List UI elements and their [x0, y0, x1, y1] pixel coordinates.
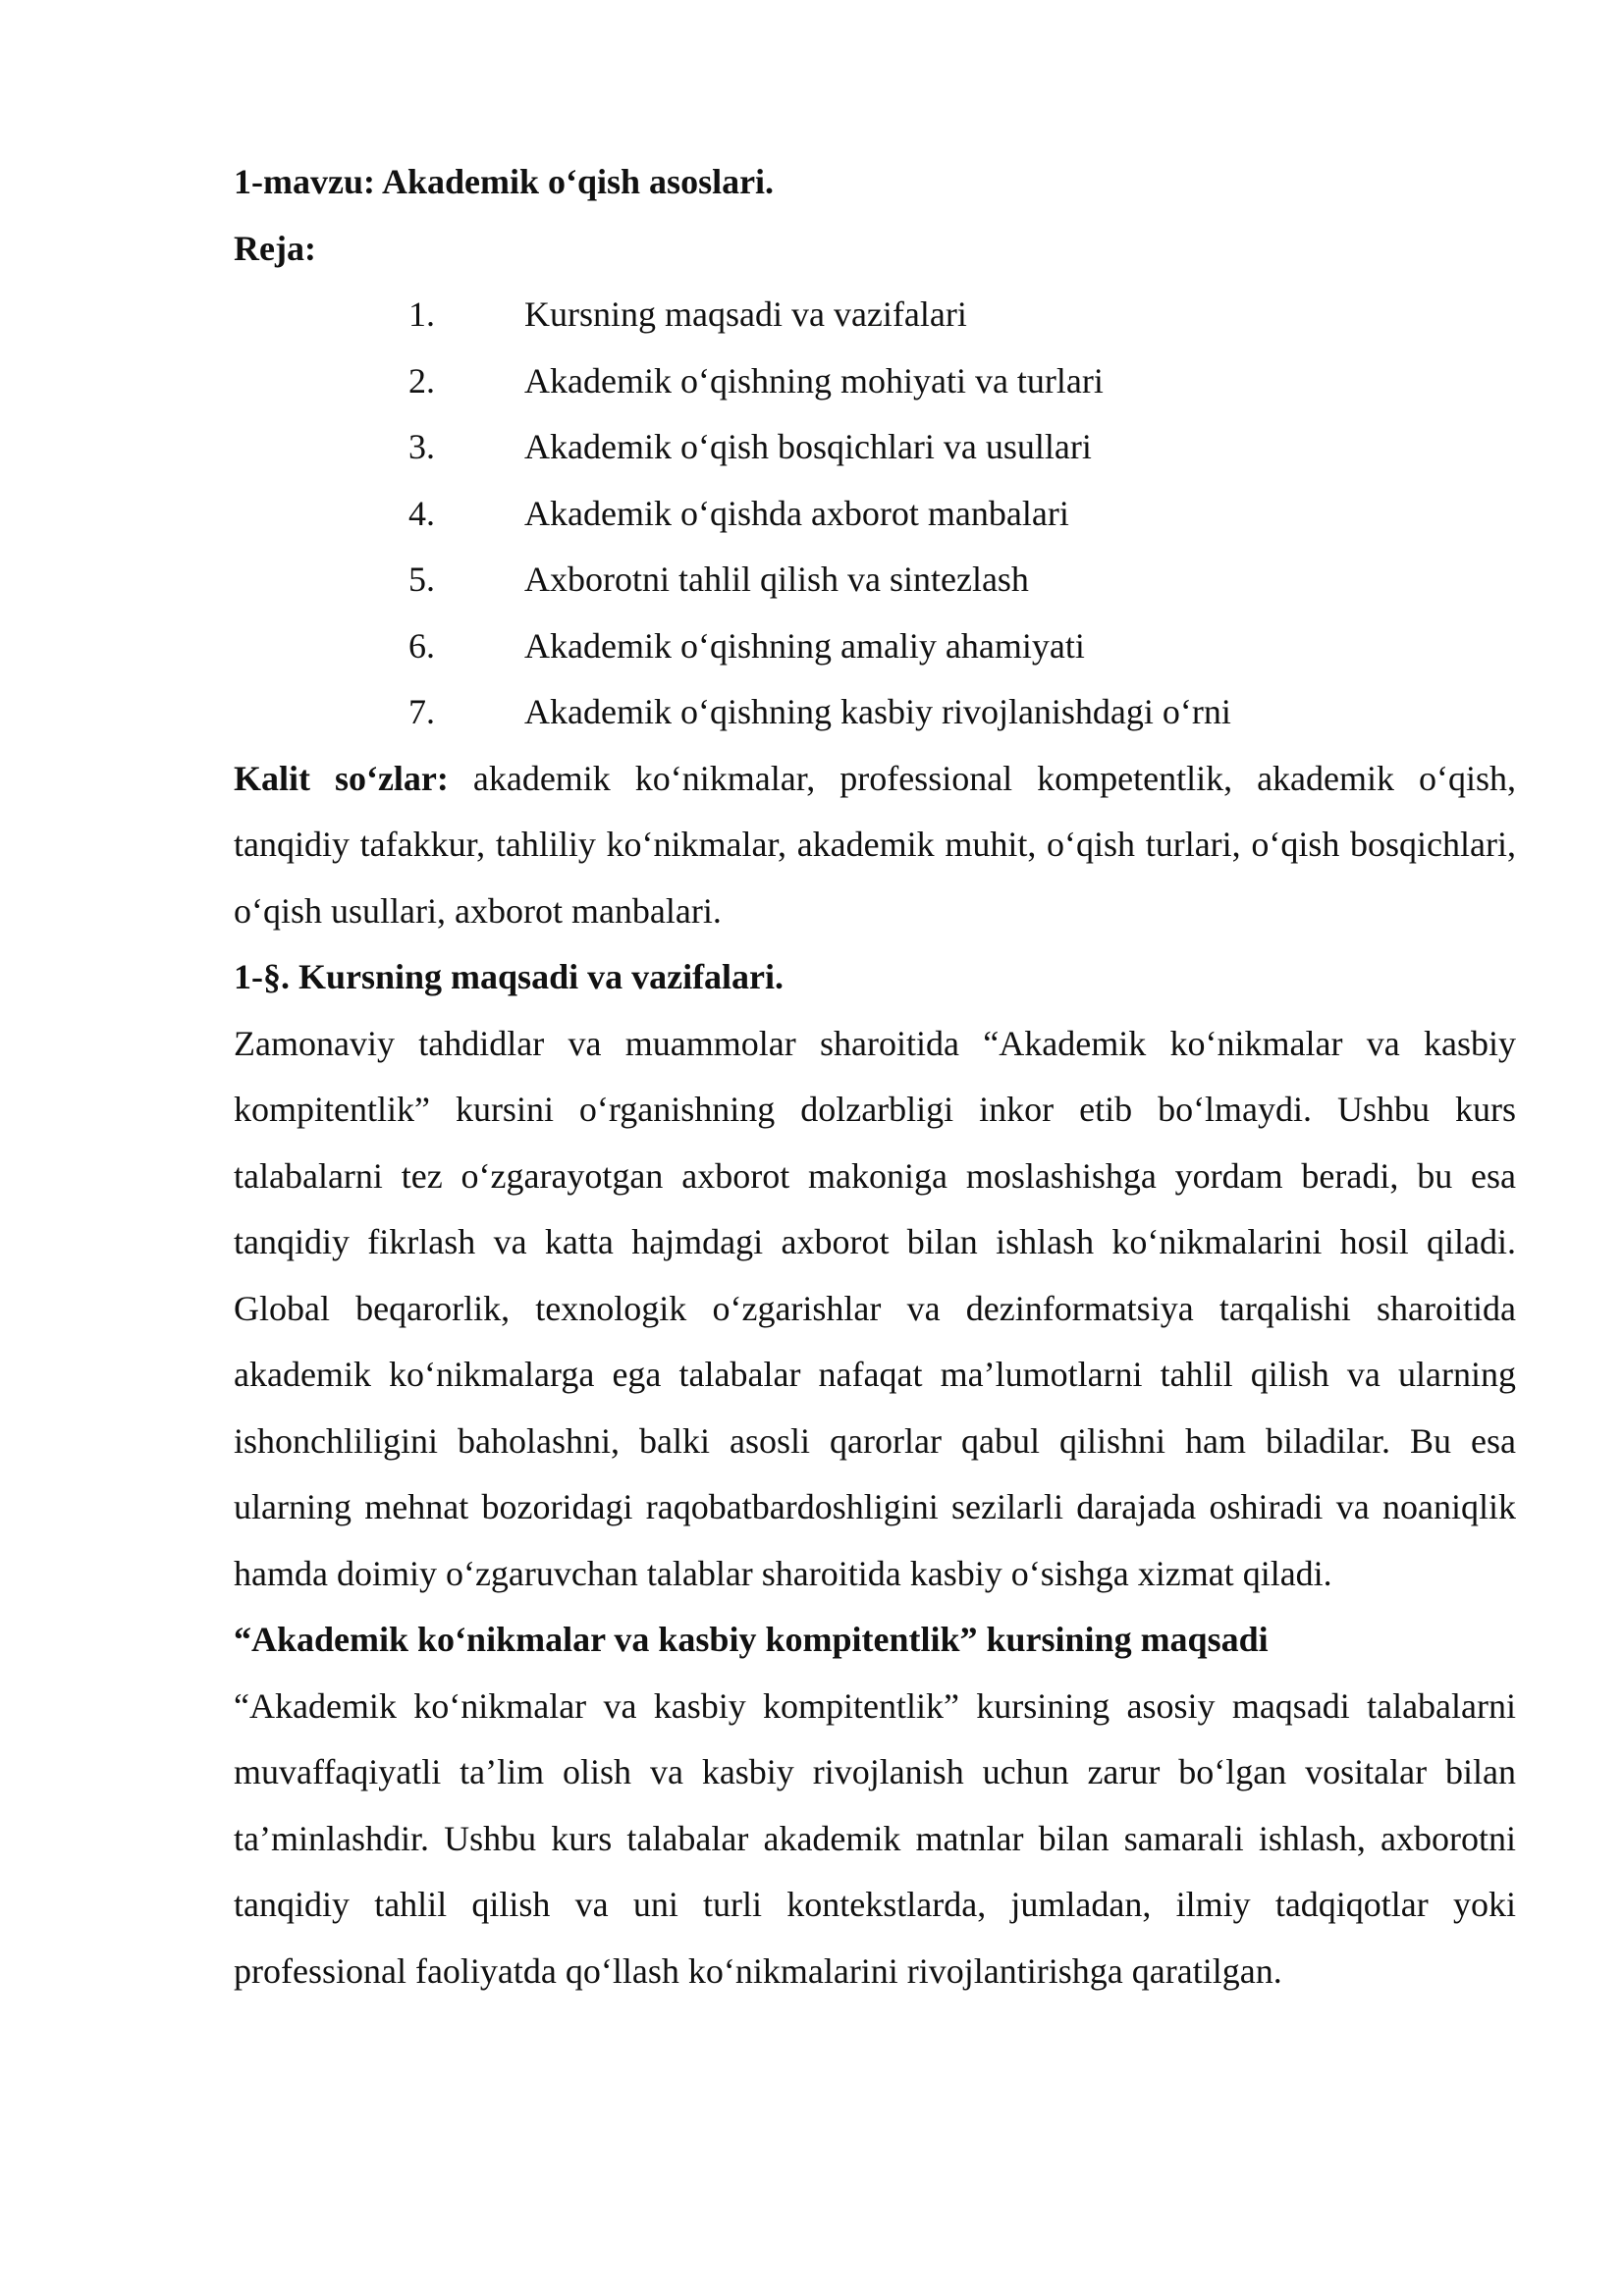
plan-item-number: 1.	[408, 294, 435, 334]
section1-paragraph: Zamonaviy tahdidlar va muammolar sharoitida “Akademik ko‘nikmalar va kasbiy kompitentlik” kursini o‘rganishning dolzarbligi inkor etib bo‘lmaydi. Ushbu kurs talabalarni tez o‘zgarayotgan axborot makoniga moslashishga yordam beradi, bu esa tanqidiy fikrlash va katta hajmdagi axborot bilan ishlash ko‘nikmalarini hosil qiladi. Global beqarorlik, texnologik o‘zgarishlar va dezinformatsiya tarqalishi sharoitida akademik ko‘nikmalarga ega talabalar nafaqat ma’lumotlarni tahlil qilish va ularning ishonchliligini baholashni, balki asosli qarorlar qabul qilishni ham biladilar. Bu esa ularning mehnat bozoridagi raqobatbardoshligini sezilarli darajada oshiradi va noaniqlik hamda doimiy o‘zgaruvchan talablar sharoitida kasbiy o‘sishga xizmat qiladi.	[234, 1023, 1516, 1593]
plan-item	[234, 282, 1516, 348]
plan-item-text: Axborotni tahlil qilish va sintezlash	[524, 560, 1029, 599]
plan-item	[234, 547, 1516, 614]
plan-item-number: 2.	[408, 360, 435, 400]
keywords-paragraph	[234, 746, 1516, 945]
plan-item	[234, 481, 1516, 548]
plan-item-text: Akademik o‘qishning amaliy ahamiyati	[524, 625, 1085, 666]
keywords-text: akademik ko‘nikmalar, professional kompetentlik, akademik o‘qish, tanqidiy tafakkur, tahliliy ko‘nikmalar, akademik muhit, o‘qish turlari, o‘qish bosqichlari, o‘qish usullari, axborot manbalari.	[234, 758, 1516, 931]
plan-item-text: Akademik o‘qishda axborot manbalari	[524, 493, 1069, 533]
section2-paragraph: “Akademik ko‘nikmalar va kasbiy kompitentlik” kursining asosiy maqsadi talabalarni muvaffaqiyatli ta’lim olish va kasbiy rivojlanish uchun zarur bo‘lgan vositalar bilan ta’minlashdir. Ushbu kurs talabalar akademik matnlar bilan samarali ishlash, axborotni tanqidiy tahlil qilish va uni turli kontekstlarda, jumladan, ilmiy tadqiqotlar yoki professional faoliyatda qo‘llash ko‘nikmalarini rivojlantirishga qaratilgan.	[234, 1685, 1516, 1991]
section1-heading: 1-§. Kursning maqsadi va vazifalari.	[234, 957, 785, 996]
plan-item-number: 6.	[408, 625, 435, 666]
plan-item-text: Akademik o‘qishning kasbiy rivojlanishdagi o‘rni	[524, 692, 1231, 731]
page-title: 1-mavzu: Akademik o‘qish asoslari.	[234, 162, 775, 201]
plan-item-text: Akademik o‘qishning mohiyati va turlari	[524, 360, 1104, 400]
keywords-label: Kalit so‘zlar:	[234, 758, 449, 798]
section2-heading: “Akademik ko‘nikmalar va kasbiy kompitentlik” kursining maqsadi	[234, 1620, 1269, 1659]
plan-item-number: 7.	[408, 692, 435, 731]
plan-item-text: Akademik o‘qish bosqichlari va usullari	[524, 427, 1092, 466]
plan-item-number: 4.	[408, 493, 435, 533]
plan-item	[234, 614, 1516, 680]
plan-item-number: 5.	[408, 560, 435, 599]
plan-item-text: Kursning maqsadi va vazifalari	[524, 294, 967, 334]
document-page	[234, 149, 1516, 2004]
plan-item	[234, 348, 1516, 415]
plan-heading: Reja:	[234, 228, 316, 268]
plan-item	[234, 679, 1516, 746]
plan-item	[234, 414, 1516, 481]
plan-item-number: 3.	[408, 427, 435, 466]
plan-list	[234, 282, 1516, 746]
